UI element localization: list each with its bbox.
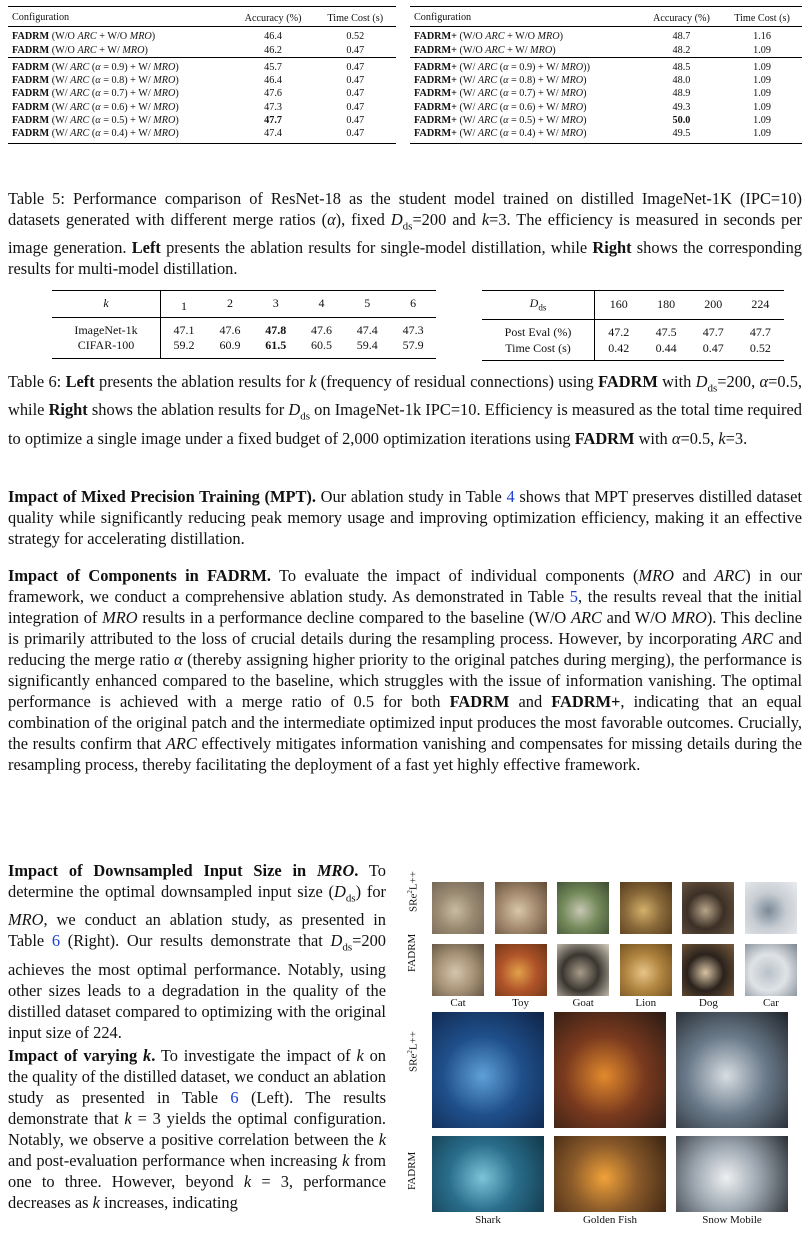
fadrm-small-image bbox=[682, 944, 734, 996]
t5r-header-config: Configuration bbox=[414, 12, 472, 23]
t5l-time-cell: 0.47 bbox=[346, 128, 365, 139]
t5l-row bbox=[8, 87, 396, 100]
t5l-config-cell: FADRM (W/ ARC (α = 0.4) + W/ MRO) bbox=[12, 128, 179, 139]
t5r-row bbox=[410, 27, 802, 44]
t6l-value-cell: 60.9 bbox=[219, 338, 241, 353]
t5l-time-cell: 0.47 bbox=[346, 101, 365, 113]
t5r-acc-cell: 48.5 bbox=[672, 61, 691, 73]
t5l-config-cell: FADRM (W/O ARC + W/ MRO) bbox=[12, 44, 148, 56]
t5r-config-cell: FADRM+ (W/O ARC + W/ MRO) bbox=[414, 44, 556, 56]
t5l-acc-cell: 47.7 bbox=[264, 114, 282, 126]
t5r-row bbox=[410, 74, 802, 87]
t6l-value-cell: 47.1 bbox=[173, 322, 195, 337]
t6l-row bbox=[52, 317, 436, 338]
fadrm-large-image bbox=[432, 1136, 544, 1212]
sre2l-small-image bbox=[682, 882, 734, 934]
t5l-row bbox=[8, 114, 396, 127]
t5r-acc-cell: 48.9 bbox=[672, 88, 691, 100]
t6r-row bbox=[482, 341, 784, 361]
fadrm-small-image bbox=[432, 944, 484, 996]
small-image-label: Lion bbox=[635, 997, 657, 1009]
t5r-time-cell: 1.09 bbox=[753, 44, 771, 56]
comparison-figure bbox=[400, 860, 810, 1244]
small-image-label: Dog bbox=[698, 997, 718, 1009]
t5r-acc-cell: 48.0 bbox=[672, 75, 691, 86]
link-table6-right[interactable]: 6 bbox=[51, 931, 61, 951]
fadrm-large-image bbox=[554, 1136, 666, 1212]
table6-left bbox=[52, 290, 436, 359]
t5r-acc-cell: 48.2 bbox=[672, 44, 691, 56]
t6l-header-5: 5 bbox=[364, 296, 371, 310]
t5l-config-cell: FADRM (W/ ARC (α = 0.6) + W/ MRO) bbox=[12, 101, 179, 113]
small-image-label: Goat bbox=[572, 997, 594, 1009]
t5l-time-cell: 0.47 bbox=[346, 44, 365, 56]
t5r-acc-cell: 49.3 bbox=[672, 101, 691, 113]
t5r-time-cell: 1.09 bbox=[753, 61, 771, 73]
t5r-config-cell: FADRM+ (W/ ARC (α = 0.4) + W/ MRO) bbox=[414, 128, 587, 139]
t6l-header-k: k bbox=[52, 291, 161, 318]
t5l-row bbox=[8, 27, 396, 44]
large-image-label: Shark bbox=[475, 1214, 501, 1226]
t5l-row bbox=[8, 44, 396, 58]
t6l-value-cell: 61.5 bbox=[265, 338, 287, 353]
t5r-acc-cell: 50.0 bbox=[672, 114, 691, 126]
large-image-label: Snow Mobile bbox=[702, 1214, 762, 1226]
t6r-header-200: 200 bbox=[704, 297, 723, 312]
sre2l-small-image bbox=[745, 882, 797, 934]
mpt-title: Impact of Mixed Precision Training (MPT). bbox=[8, 487, 316, 506]
t6l-header-1: 1 bbox=[181, 298, 188, 313]
small-image-label: Car bbox=[763, 997, 779, 1009]
t5l-config-cell: FADRM (W/ ARC (α = 0.7) + W/ MRO) bbox=[12, 88, 179, 100]
t5l-config-cell: FADRM (W/ ARC (α = 0.5) + W/ MRO) bbox=[12, 114, 179, 126]
t5l-acc-cell: 47.6 bbox=[264, 88, 282, 100]
t5l-acc-cell: 46.4 bbox=[264, 31, 282, 43]
t5l-header-config: Configuration bbox=[12, 12, 70, 23]
t5l-acc-cell: 46.2 bbox=[264, 44, 282, 56]
sre2l-large-image bbox=[554, 1012, 666, 1128]
t5r-config-cell: FADRM+ (W/ ARC (α = 0.8) + W/ MRO) bbox=[414, 75, 587, 86]
table5-caption: Table 5: Performance comparison of ResNet-18 as the student model trained on distilled ImageNet-1K (IPC=10) datasets generated with different merge ratios (α), fixed $D_{ds}=200$ and k=3. The efficiency is measured in seconds per image generation. Left presents the ablation results for single-model distillation, while Right shows the corresponding results for multi-model distillation. bbox=[8, 189, 802, 279]
t6l-row-label: ImageNet-1k bbox=[52, 317, 161, 338]
link-table5[interactable]: 5 bbox=[569, 587, 578, 606]
small-image-label: Cat bbox=[450, 997, 466, 1009]
table5-right bbox=[410, 6, 802, 144]
sre2l-small-image bbox=[432, 882, 484, 934]
t5l-header-time: Time Cost (s) bbox=[327, 13, 384, 24]
t6r-row bbox=[482, 320, 784, 341]
t6l-row bbox=[52, 338, 436, 358]
fadrm-small-image bbox=[620, 944, 672, 996]
t5r-header-acc: Accuracy (%) bbox=[653, 13, 710, 24]
t5r-time-cell: 1.09 bbox=[753, 101, 771, 113]
t6l-value-cell: 57.9 bbox=[402, 338, 424, 353]
t6l-row-label: CIFAR-100 bbox=[52, 338, 161, 358]
t5l-time-cell: 0.47 bbox=[346, 88, 365, 100]
t5r-header-time: Time Cost (s) bbox=[734, 13, 790, 24]
t6l-value-cell: 59.4 bbox=[356, 338, 378, 353]
t5r-config-cell: FADRM+ (W/ ARC (α = 0.7) + W/ MRO) bbox=[414, 88, 587, 100]
t5l-acc-cell: 45.7 bbox=[264, 61, 282, 73]
t5l-time-cell: 0.47 bbox=[346, 61, 365, 73]
t6r-value-cell: 47.7 bbox=[702, 325, 724, 340]
sre2l-small-image bbox=[495, 882, 547, 934]
t5l-time-cell: 0.47 bbox=[346, 114, 365, 126]
link-table6-left[interactable]: 6 bbox=[230, 1088, 239, 1107]
fadrm-small-image bbox=[557, 944, 609, 996]
sre2l-large-image bbox=[432, 1012, 544, 1128]
fadrm-small-image bbox=[495, 944, 547, 996]
t5r-time-cell: 1.09 bbox=[753, 114, 771, 126]
mpt-paragraph: Impact of Mixed Precision Training (MPT). Our ablation study in Table 4 shows that MPT preserves distilled dataset quality while significantly reducing peak memory usage and improving optimization efficiency, making it an effective strategy for accelerating distillation. bbox=[8, 487, 803, 548]
t6l-header-4: 4 bbox=[318, 296, 325, 310]
table5-left bbox=[8, 6, 396, 144]
t5r-time-cell: 1.09 bbox=[753, 75, 771, 86]
t5l-row bbox=[8, 127, 396, 144]
comp-title: Impact of Components in FADRM. bbox=[8, 566, 271, 585]
t5l-row bbox=[8, 74, 396, 87]
t5l-header-acc: Accuracy (%) bbox=[244, 13, 302, 24]
t6l-value-cell: 59.2 bbox=[173, 338, 195, 353]
t5r-row bbox=[410, 114, 802, 127]
t5l-time-cell: 0.52 bbox=[346, 31, 365, 43]
t5l-config-cell: FADRM (W/ ARC (α = 0.8) + W/ MRO) bbox=[12, 75, 179, 86]
row-label-fadrm-small: FADRM bbox=[406, 933, 418, 972]
t6r-header-160: 160 bbox=[609, 297, 628, 312]
table6-caption: Table 6: Left presents the ablation results for k (frequency of residual connections) using FADRM with $D_{ds}=200$, α=0.5, while Right shows the ablation results for $D_{ds}$ on ImageNet-1k IPC=10. Efficiency is measured as the total time required to optimize a single image under a fixed budget of 2,000 optimization iterations using FADRM with α=0.5, k=3. bbox=[8, 372, 802, 448]
fadrm-small-image bbox=[745, 944, 797, 996]
t6r-row-label: Time Cost (s) bbox=[482, 341, 595, 361]
sre2l-large-image bbox=[676, 1012, 788, 1128]
row-label-fadrm-large: FADRM bbox=[406, 1151, 418, 1190]
t5r-time-cell: 1.16 bbox=[753, 31, 771, 43]
downsample-paragraph: Impact of Downsampled Input Size in MRO. To determine the optimal downsampled input size $(D_{ds})$ for MRO, we conduct an ablation study, as presented in Table 6 (Right). Our results demonstrate that $D_{ds}=200$ achieves the most optimal performance. Notably, using other sizes leads to a degradation in the quality of the distilled dataset compared to optimizing with the original input size of 224. bbox=[8, 861, 387, 1042]
t6l-value-cell: 47.6 bbox=[219, 322, 241, 337]
t6l-header-2: 2 bbox=[226, 296, 233, 310]
t6r-value-cell: 0.42 bbox=[608, 340, 630, 355]
t6r-value-cell: 0.44 bbox=[655, 340, 677, 355]
sre2l-small-image bbox=[620, 882, 672, 934]
t5l-acc-cell: 46.4 bbox=[264, 75, 282, 86]
t6r-header-224: 224 bbox=[751, 297, 770, 312]
t6l-header-3: 3 bbox=[272, 296, 279, 310]
t5r-config-cell: FADRM+ (W/O ARC + W/O MRO) bbox=[414, 31, 564, 43]
t6l-value-cell: 47.4 bbox=[356, 322, 378, 337]
t6r-header-180: 180 bbox=[657, 297, 676, 312]
t5r-config-cell: FADRM+ (W/ ARC (α = 0.5) + W/ MRO) bbox=[414, 114, 587, 126]
t6r-value-cell: 47.7 bbox=[749, 325, 771, 340]
t5r-row bbox=[410, 101, 802, 114]
small-image-label: Toy bbox=[512, 997, 530, 1009]
t5r-row bbox=[410, 57, 802, 74]
t5r-acc-cell: 48.7 bbox=[672, 31, 691, 43]
t5l-row bbox=[8, 57, 396, 74]
t6r-row-label: Post Eval (%) bbox=[482, 320, 595, 341]
t5r-acc-cell: 49.5 bbox=[672, 128, 691, 139]
row-label-sre2l-small: SRe$^2$L++ bbox=[406, 871, 420, 912]
t6l-value-cell: 60.5 bbox=[311, 338, 333, 353]
row-label-sre2l-large: SRe$^2$L++ bbox=[406, 1031, 420, 1072]
t5r-row bbox=[410, 44, 802, 58]
t6l-value-cell: 47.3 bbox=[402, 322, 424, 337]
t5l-config-cell: FADRM (W/O ARC + W/O MRO) bbox=[12, 31, 156, 43]
k-paragraph: Impact of varying k. To investigate the impact of k on the quality of the distilled dataset, we conduct an ablation study as presented in Table 6 (Left). The results demonstrate that k = 3 yields the optimal configuration. Notably, we observe a positive correlation between the k and post-evaluation performance when increasing k from one to three. However, beyond k = 3, performance decreases as k increases, indicating bbox=[8, 1046, 387, 1212]
link-table4[interactable]: 4 bbox=[506, 487, 515, 506]
t6r-value-cell: 47.2 bbox=[608, 325, 630, 340]
t6r-header-dds: $D_{ds}$ bbox=[482, 291, 595, 320]
t6r-value-cell: 47.5 bbox=[655, 325, 677, 340]
components-paragraph: Impact of Components in FADRM. To evaluate the impact of individual components (MRO and ARC) in our framework, we conduct a comprehensive ablation study. As demonstrated in Table 5, the results reveal that the initial integration of MRO results in a performance decline compared to the baseline (W/O ARC and W/O MRO). This decline is primarily attributed to the loss of crucial details during the resampling process. However, by incorporating ARC and reducing the merge ratio α (thereby assigning higher priority to the original patches during merging), the performance is significantly enhanced compared to the baseline, which struggles with the issue of information vanishing. The optimal performance is achieved with a merge ratio of 0.5 for both FADRM and FADRM+, indicating that an equal combination of the original patch and the intermediate optimized input produces the most favorable outcomes. Crucially, the results confirm that ARC effectively mitigates information vanishing and compensates for missing details during the resampling process, thereby facilitating the deployment of a fast yet highly effective framework. bbox=[8, 566, 803, 774]
fadrm-large-image bbox=[676, 1136, 788, 1212]
sre2l-small-image bbox=[557, 882, 609, 934]
t6l-value-cell: 47.6 bbox=[311, 322, 333, 337]
t5l-config-cell: FADRM (W/ ARC (α = 0.9) + W/ MRO) bbox=[12, 61, 179, 73]
t5l-time-cell: 0.47 bbox=[346, 75, 365, 86]
t5l-row bbox=[8, 101, 396, 114]
t5l-acc-cell: 47.3 bbox=[264, 101, 282, 113]
t5r-row bbox=[410, 87, 802, 100]
table6-right bbox=[482, 290, 784, 361]
t5r-row bbox=[410, 127, 802, 144]
t5r-time-cell: 1.09 bbox=[753, 88, 771, 100]
t6r-value-cell: 0.47 bbox=[702, 340, 724, 355]
t5l-acc-cell: 47.4 bbox=[264, 128, 282, 139]
t5r-config-cell: FADRM+ (W/ ARC (α = 0.9) + W/ MRO)) bbox=[414, 61, 590, 73]
t5r-config-cell: FADRM+ (W/ ARC (α = 0.6) + W/ MRO) bbox=[414, 101, 587, 113]
t6l-value-cell: 47.8 bbox=[265, 322, 287, 337]
large-image-label: Golden Fish bbox=[582, 1214, 638, 1226]
t5r-time-cell: 1.09 bbox=[753, 128, 771, 139]
t6l-header-6: 6 bbox=[410, 296, 417, 310]
t6r-value-cell: 0.52 bbox=[749, 340, 771, 355]
